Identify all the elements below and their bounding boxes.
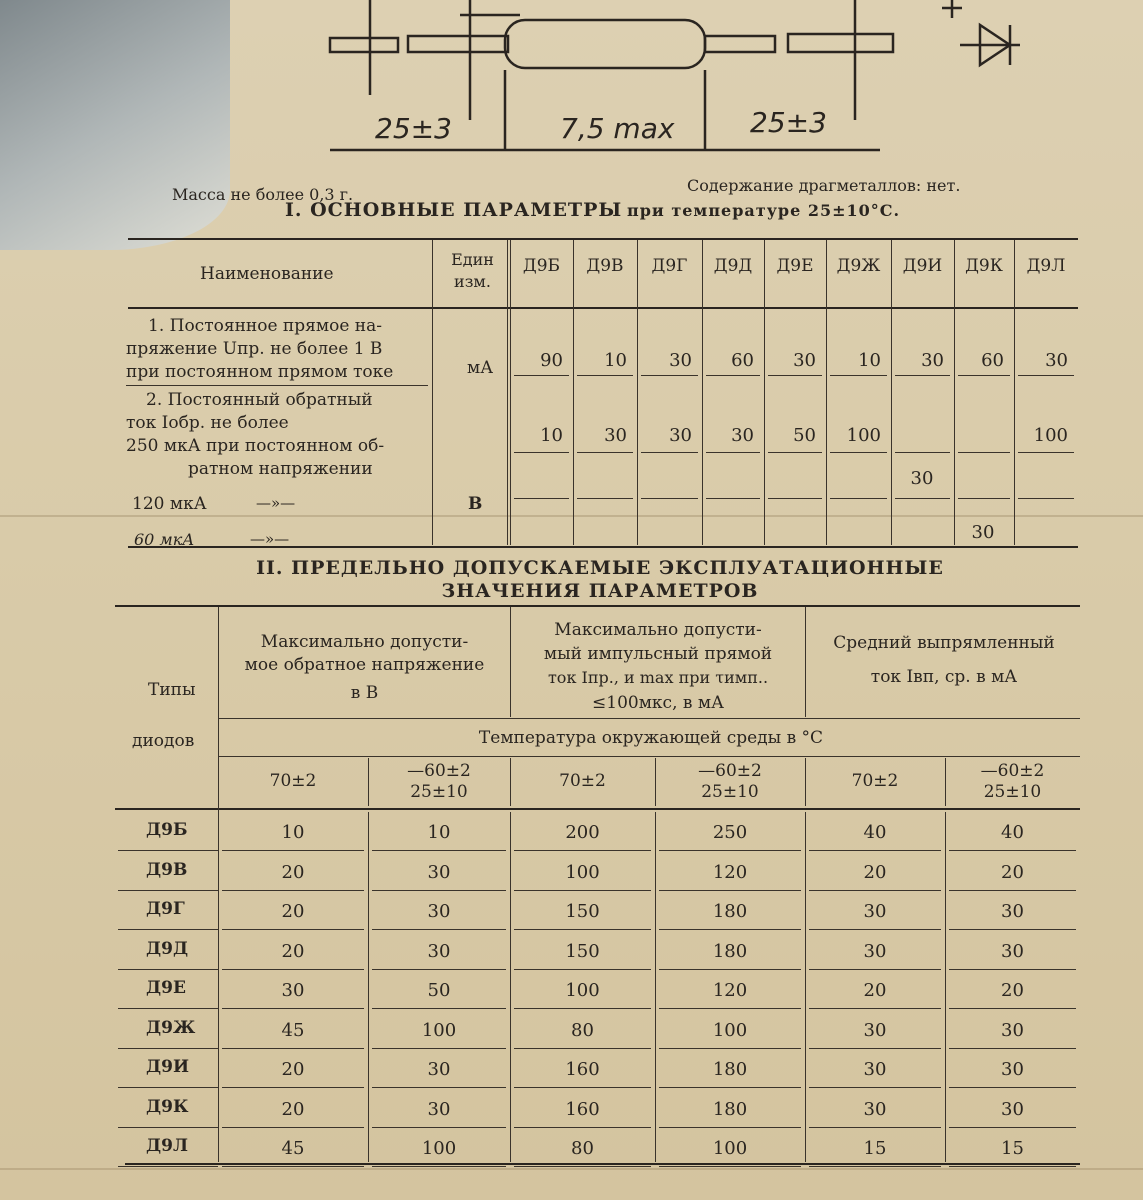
cell-rule bbox=[222, 1166, 364, 1167]
temp-col-header: 70±2 bbox=[269, 771, 317, 791]
row2-line4: ратном напряжении bbox=[188, 459, 373, 479]
cell-rule bbox=[659, 1127, 801, 1128]
diode-type-cell: Д9Г bbox=[146, 899, 185, 919]
table1-header-rule bbox=[128, 307, 1078, 309]
row1-value-cell: 10 bbox=[604, 350, 627, 371]
diode-type-cell: Д9Ж bbox=[146, 1017, 196, 1038]
mass-note: Масса не более 0,3 г. bbox=[172, 185, 354, 204]
value-cell: 20 bbox=[281, 1098, 305, 1120]
value-cell: 200 bbox=[565, 822, 600, 843]
col-types-header-1: Типы bbox=[148, 680, 196, 700]
cell-rule bbox=[659, 850, 801, 851]
value-cell: 180 bbox=[712, 1098, 748, 1120]
value-cell: 180 bbox=[712, 940, 748, 962]
group3-header-2: ток Iвп, ср. в мА bbox=[870, 667, 1018, 687]
section2-title-line1: II. ПРЕДЕЛЬНО ДОПУСКАЕМЫЕ ЭКСПЛУАТАЦИОННЫЕ bbox=[256, 557, 944, 579]
cell-rule bbox=[830, 498, 887, 499]
cell-rule bbox=[372, 929, 506, 930]
cell-rule bbox=[830, 375, 887, 376]
value-cell: 40 bbox=[863, 822, 887, 843]
value-cell: 10 bbox=[427, 822, 451, 843]
row1-line1: 1. Постоянное прямое на- bbox=[148, 316, 382, 336]
value-cell: 160 bbox=[565, 1098, 600, 1120]
row-rule bbox=[118, 1166, 218, 1167]
diode-col-header: Д9И bbox=[902, 256, 943, 276]
value-cell: 30 bbox=[427, 901, 451, 922]
section1-title: I. ОСНОВНЫЕ ПАРАМЕТРЫ bbox=[285, 199, 623, 221]
value-cell: 150 bbox=[565, 940, 600, 962]
cell-rule bbox=[372, 850, 506, 851]
cell-rule bbox=[372, 890, 506, 891]
cell-rule bbox=[958, 452, 1010, 453]
row1-line2: пряжение Uпр. не более 1 В bbox=[126, 339, 383, 359]
value-cell: 40 bbox=[1001, 822, 1024, 843]
cell-rule bbox=[659, 1048, 801, 1049]
value-cell: 45 bbox=[281, 1138, 305, 1159]
row1-value-cell: 10 bbox=[858, 350, 881, 371]
value-cell: 20 bbox=[863, 861, 887, 883]
row2-line1: 2. Постоянный обратный bbox=[146, 390, 373, 410]
value-cell: 20 bbox=[281, 901, 305, 922]
value-cell: 20 bbox=[281, 940, 305, 962]
cell-rule bbox=[372, 969, 506, 970]
table2-top-rule bbox=[115, 605, 1080, 607]
col-divider bbox=[702, 240, 703, 545]
value-cell: 20 bbox=[281, 1059, 305, 1080]
row2-value-cell: 100 bbox=[846, 425, 881, 446]
group2-header-3: ток Iпр., и max при τимп.. bbox=[547, 668, 769, 687]
cell-rule bbox=[577, 452, 633, 453]
value-cell: 30 bbox=[1001, 1059, 1024, 1080]
cell-rule bbox=[372, 1008, 506, 1009]
cell-rule bbox=[768, 498, 822, 499]
cell-rule bbox=[222, 969, 364, 970]
value-cell: 30 bbox=[863, 940, 887, 962]
col-divider bbox=[1014, 240, 1015, 545]
temp-col-header-ref: 25±10 bbox=[983, 782, 1042, 802]
group1-header-2: мое обратное напряжение bbox=[244, 655, 485, 675]
value-cell: 30 bbox=[427, 861, 451, 883]
cell-rule bbox=[706, 375, 760, 376]
row1-value-cell: 60 bbox=[981, 350, 1004, 371]
group3-header-1: Средний выпрямленный bbox=[833, 633, 1055, 653]
cell-rule bbox=[372, 1087, 506, 1088]
cell-rule bbox=[706, 452, 760, 453]
cell-rule bbox=[809, 1008, 941, 1009]
value-cell: 45 bbox=[281, 1019, 305, 1041]
value-cell: 80 bbox=[571, 1019, 594, 1041]
row4-label: 60 мкА bbox=[134, 530, 195, 549]
col-divider bbox=[954, 240, 955, 545]
cell-rule bbox=[809, 850, 941, 851]
diode-type-cell: Д9Б bbox=[146, 820, 188, 840]
col-types-header-2: диодов bbox=[132, 731, 195, 751]
row-rule bbox=[118, 929, 218, 930]
cell-rule bbox=[949, 1166, 1076, 1167]
diode-col-header: Д9В bbox=[586, 256, 624, 276]
cell-rule bbox=[514, 1087, 651, 1088]
value-cell: 30 bbox=[427, 1059, 451, 1080]
cell-rule bbox=[949, 929, 1076, 930]
cell-rule bbox=[809, 929, 941, 930]
row1-unit: мА bbox=[467, 358, 494, 378]
row3-unit: В bbox=[468, 494, 483, 514]
cell-rule bbox=[641, 375, 698, 376]
cell-rule bbox=[809, 969, 941, 970]
group1-header-1: Максимально допусти- bbox=[260, 632, 469, 652]
value-cell: 30 bbox=[863, 1098, 887, 1120]
temp-col-header-ref: 25±10 bbox=[410, 782, 468, 802]
value-cell: 180 bbox=[712, 1059, 748, 1080]
row-rule bbox=[118, 1127, 218, 1128]
cell-rule bbox=[514, 929, 651, 930]
cell-rule bbox=[514, 1008, 651, 1009]
cell-rule bbox=[809, 1087, 941, 1088]
cell-rule bbox=[768, 375, 822, 376]
cell-rule bbox=[895, 498, 950, 499]
cell-rule bbox=[641, 498, 698, 499]
cell-rule bbox=[830, 452, 887, 453]
row1-value-cell: 30 bbox=[921, 350, 944, 371]
row3-value-cell: 30 bbox=[910, 468, 934, 489]
cell-rule bbox=[958, 375, 1010, 376]
row1-value-cell: 30 bbox=[669, 350, 692, 371]
value-cell: 100 bbox=[712, 1138, 748, 1159]
diode-type-cell: Д9Л bbox=[146, 1136, 188, 1156]
row2-line3: 250 мкА при постоянном об- bbox=[126, 436, 385, 456]
table2-group-rule bbox=[218, 718, 1080, 719]
row1-value-cell: 30 bbox=[793, 350, 816, 371]
diode-bag-photo bbox=[0, 0, 230, 250]
cell-rule bbox=[577, 375, 633, 376]
col-unit-header-1: Един bbox=[451, 250, 494, 269]
diode-col-header: Д9Ж bbox=[836, 256, 881, 276]
cell-rule bbox=[809, 890, 941, 891]
dim-left: 25±3 bbox=[375, 112, 452, 145]
row2-value-cell: 10 bbox=[540, 425, 563, 446]
cell-rule bbox=[659, 929, 801, 930]
col-divider bbox=[637, 240, 638, 545]
cell-rule bbox=[222, 850, 364, 851]
row2-value-cell: 50 bbox=[793, 425, 816, 446]
fold-crease bbox=[0, 1168, 1143, 1170]
diode-type-cell: Д9Д bbox=[146, 938, 189, 959]
cell-rule bbox=[514, 1166, 651, 1167]
cell-rule bbox=[768, 452, 822, 453]
value-cell: 30 bbox=[1001, 1098, 1024, 1120]
diode-col-header: Д9Е bbox=[776, 256, 814, 276]
cell-rule bbox=[1018, 498, 1074, 499]
value-cell: 180 bbox=[712, 901, 748, 922]
cell-rule bbox=[659, 1008, 801, 1009]
temp-col-header-range: —60±2 bbox=[407, 761, 471, 781]
table2-header-rule bbox=[115, 808, 1080, 810]
table2-bottom-rule bbox=[125, 1163, 1080, 1165]
section2-title-line2: ЗНАЧЕНИЯ ПАРАМЕТРОВ bbox=[441, 580, 759, 602]
cell-rule bbox=[222, 1127, 364, 1128]
temp-col-header: 70±2 bbox=[559, 771, 606, 791]
cell-rule bbox=[1018, 452, 1074, 453]
value-cell: 30 bbox=[427, 1098, 451, 1120]
cell-rule bbox=[514, 452, 569, 453]
cell-rule bbox=[514, 969, 651, 970]
cell-rule bbox=[514, 850, 651, 851]
cell-rule bbox=[809, 1127, 941, 1128]
diode-type-cell: Д9К bbox=[146, 1096, 189, 1117]
col-divider bbox=[432, 240, 433, 545]
cell-rule bbox=[372, 1127, 506, 1128]
cell-rule bbox=[1018, 375, 1074, 376]
cell-rule bbox=[222, 1008, 364, 1009]
row2-line2: ток Iобр. не более bbox=[126, 413, 289, 433]
row3-label: 120 мкА bbox=[132, 494, 207, 514]
cell-rule bbox=[809, 1048, 941, 1049]
value-cell: 100 bbox=[421, 1019, 457, 1041]
cell-rule bbox=[949, 1008, 1076, 1009]
value-cell: 50 bbox=[427, 980, 451, 1001]
cell-rule bbox=[577, 498, 633, 499]
value-cell: 20 bbox=[863, 980, 887, 1001]
temp-col-header-range: —60±2 bbox=[980, 761, 1045, 781]
row-rule bbox=[118, 850, 218, 851]
cell-rule bbox=[222, 890, 364, 891]
group2-header-2: мый импульсный прямой bbox=[543, 644, 773, 664]
row1-value-cell: 60 bbox=[731, 350, 754, 371]
cell-rule bbox=[514, 1048, 651, 1049]
cell-rule bbox=[949, 1127, 1076, 1128]
cell-rule bbox=[949, 890, 1076, 891]
col-name-header: Наименование bbox=[200, 264, 334, 284]
value-cell: 15 bbox=[1001, 1138, 1024, 1159]
cell-rule bbox=[895, 452, 950, 453]
diode-col-header: Д9К bbox=[965, 256, 1003, 276]
diode-type-cell: Д9В bbox=[146, 859, 188, 880]
value-cell: 30 bbox=[863, 1019, 887, 1041]
value-cell: 100 bbox=[565, 861, 600, 883]
temp-col-header: 70±2 bbox=[851, 771, 899, 791]
cell-rule bbox=[514, 890, 651, 891]
diode-col-header: Д9Д bbox=[713, 256, 753, 276]
group1-header-3: в В bbox=[350, 683, 379, 703]
value-cell: 30 bbox=[1001, 940, 1024, 962]
cell-rule bbox=[222, 1048, 364, 1049]
row-rule bbox=[118, 1087, 218, 1088]
row4-ditto-mark: —»— bbox=[250, 530, 290, 548]
col-unit-header-2: изм. bbox=[454, 272, 491, 291]
fold-crease bbox=[0, 515, 1143, 517]
row-rule bbox=[126, 385, 428, 386]
table1-top-rule bbox=[128, 238, 1078, 240]
cell-rule bbox=[958, 498, 1010, 499]
value-cell: 30 bbox=[863, 1059, 887, 1080]
cell-rule bbox=[949, 1048, 1076, 1049]
cell-rule bbox=[949, 1087, 1076, 1088]
row2-value-cell: 30 bbox=[604, 425, 627, 446]
cell-rule bbox=[659, 969, 801, 970]
value-cell: 30 bbox=[427, 940, 451, 962]
diode-outline-drawing bbox=[320, 0, 1060, 170]
value-cell: 120 bbox=[712, 861, 748, 883]
value-cell: 250 bbox=[712, 822, 748, 843]
diode-col-header: Д9Г bbox=[651, 256, 688, 276]
value-cell: 100 bbox=[421, 1138, 457, 1159]
temp-col-header-range: —60±2 bbox=[698, 761, 762, 781]
row3-ditto-mark: —»— bbox=[256, 494, 296, 512]
value-cell: 100 bbox=[712, 1019, 748, 1041]
row-rule bbox=[118, 890, 218, 891]
cell-rule bbox=[659, 890, 801, 891]
diode-col-header: Д9Б bbox=[522, 256, 561, 276]
section1-subtitle: при температуре 25±10°С. bbox=[627, 201, 901, 220]
row1-value-cell: 30 bbox=[1045, 350, 1068, 371]
value-cell: 150 bbox=[565, 901, 600, 922]
value-cell: 30 bbox=[1001, 901, 1024, 922]
value-cell: 100 bbox=[565, 980, 600, 1001]
table2-temp-rule bbox=[218, 756, 1080, 757]
row-rule bbox=[118, 969, 218, 970]
row1-line3: при постоянном прямом токе bbox=[126, 362, 394, 382]
dim-right: 25±3 bbox=[750, 106, 827, 139]
cell-rule bbox=[659, 1166, 801, 1167]
col-divider bbox=[573, 240, 574, 545]
value-cell: 30 bbox=[863, 901, 887, 922]
row1-value-cell: 90 bbox=[540, 350, 563, 371]
value-cell: 160 bbox=[565, 1059, 600, 1080]
cell-rule bbox=[949, 850, 1076, 851]
value-cell: 80 bbox=[571, 1138, 594, 1159]
row2-value-cell: 100 bbox=[1033, 425, 1068, 446]
col-divider bbox=[826, 240, 827, 545]
value-cell: 30 bbox=[1001, 1019, 1024, 1041]
cell-rule bbox=[659, 1087, 801, 1088]
cell-rule bbox=[895, 375, 950, 376]
cell-rule bbox=[222, 929, 364, 930]
cell-rule bbox=[949, 969, 1076, 970]
group2-header-4: ≤100мкс, в мА bbox=[592, 693, 724, 713]
col-divider bbox=[805, 607, 806, 717]
value-cell: 30 bbox=[281, 980, 305, 1001]
col-divider bbox=[764, 240, 765, 545]
cell-rule bbox=[372, 1048, 506, 1049]
row4-value-cell: 30 bbox=[971, 522, 995, 543]
diode-type-cell: Д9И bbox=[146, 1057, 190, 1077]
diode-col-header: Д9Л bbox=[1026, 256, 1066, 276]
col-divider bbox=[891, 240, 892, 545]
temp-col-header-ref: 25±10 bbox=[701, 782, 759, 802]
value-cell: 20 bbox=[1001, 980, 1024, 1001]
value-cell: 20 bbox=[1001, 861, 1024, 883]
value-cell: 20 bbox=[281, 861, 305, 883]
cell-rule bbox=[809, 1166, 941, 1167]
value-cell: 10 bbox=[281, 822, 305, 843]
cell-rule bbox=[514, 375, 569, 376]
diode-type-cell: Д9Е bbox=[146, 978, 186, 998]
group2-header-1: Максимально допусти- bbox=[554, 620, 762, 640]
precious-metals-note: Содержание драгметаллов: нет. bbox=[687, 176, 961, 195]
cell-rule bbox=[372, 1166, 506, 1167]
cell-rule bbox=[222, 1087, 364, 1088]
cell-rule bbox=[641, 452, 698, 453]
col-divider bbox=[510, 240, 511, 545]
row-rule bbox=[118, 1008, 218, 1009]
value-cell: 120 bbox=[712, 980, 748, 1001]
temperature-header: Температура окружающей среды в °С bbox=[478, 728, 824, 748]
col-divider bbox=[507, 240, 508, 545]
row2-value-cell: 30 bbox=[731, 425, 754, 446]
col-divider bbox=[510, 607, 511, 717]
row-rule bbox=[118, 1048, 218, 1049]
cell-rule bbox=[514, 1127, 651, 1128]
row2-value-cell: 30 bbox=[669, 425, 692, 446]
cell-rule bbox=[706, 498, 760, 499]
cell-rule bbox=[514, 498, 569, 499]
value-cell: 15 bbox=[863, 1138, 887, 1159]
dim-center: 7,5 max bbox=[560, 112, 675, 145]
